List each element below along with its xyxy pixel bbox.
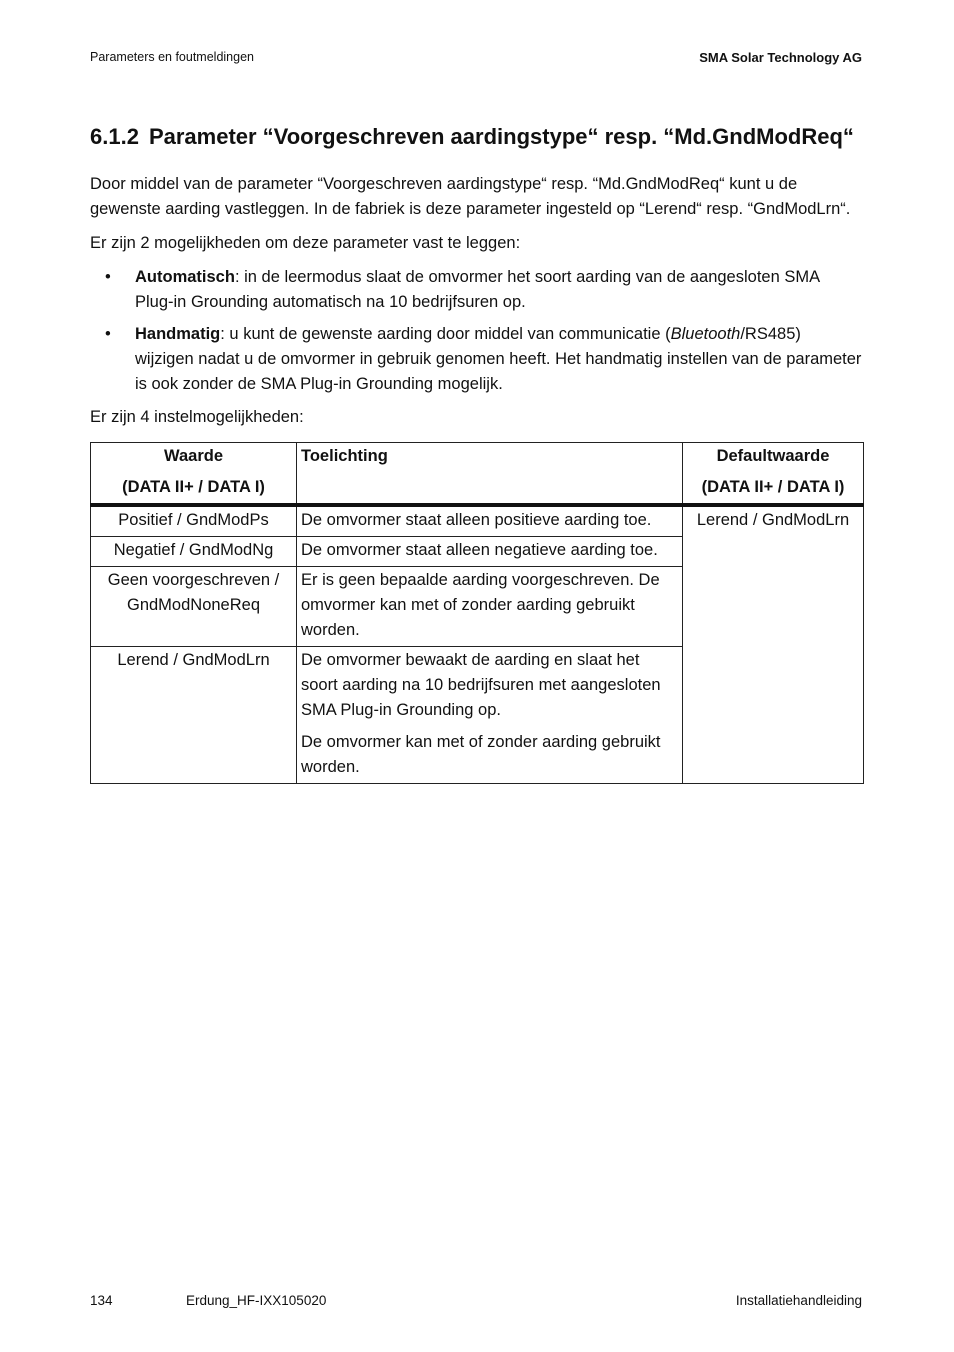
settings-table (90, 442, 864, 784)
option-description: : u kunt de gewenste aarding door middel van communicatie ( (220, 325, 671, 343)
section-heading (90, 122, 862, 152)
cell-description: De omvormer staat alleen positieve aarding toe. (297, 505, 683, 537)
intro-paragraph: Door middel van de parameter “Voorgeschreven aardingstype“ resp. “Md.GndModReq“ kunt u de gewenste aarding vastleggen. In de fabriek is deze parameter ingesteld op “Lerend“ resp. “GndModLrn“. (90, 175, 851, 218)
description-paragraph: De omvormer kan met of zonder aarding gebruikt worden. (301, 733, 661, 776)
header-toelichting: Toelichting (297, 443, 683, 506)
table-header-row (91, 443, 864, 506)
cell-description (297, 647, 683, 784)
cell-default: Lerend / GndModLrn (683, 505, 864, 784)
option-term: Automatisch (135, 268, 235, 286)
running-header-company: SMA Solar Technology AG (699, 50, 862, 65)
document-type: Installatiehandleiding (735, 1293, 862, 1308)
cell-value: Lerend / GndModLrn (91, 647, 297, 784)
cell-value: Negatief / GndModNg (91, 537, 297, 567)
section-number: 6.1.2 (90, 124, 139, 149)
bullet-glyph: • (105, 268, 111, 286)
option-italic-term: Bluetooth (670, 325, 741, 343)
description-paragraph: De omvormer bewaakt de aarding en slaat het soort aarding na 10 bedrijfsuren met aangesloten SMA Plug-in Grounding op. (301, 651, 661, 719)
cell-value: Geen voorgeschreven / GndModNoneReq (91, 567, 297, 647)
cell-description: Er is geen bepaalde aarding voorgeschreven. De omvormer kan met of zonder aarding gebruikt worden. (297, 567, 683, 647)
header-defaultwaarde: Defaultwaarde (DATA II+ / DATA I) (683, 443, 864, 506)
section-title: Parameter “Voorgeschreven aardingstype“ resp. “Md.GndModReq“ (148, 124, 854, 149)
option-term: Handmatig (135, 325, 221, 343)
main-content (90, 122, 862, 784)
running-header-section: Parameters en foutmeldingen (90, 50, 254, 64)
table-row (91, 505, 864, 537)
list-item-automatisch (90, 265, 862, 315)
bullet-glyph: • (105, 325, 111, 343)
list-item-handmatig (90, 322, 862, 397)
option-description-cont: /RS485) wijzigen nadat u de omvormer in gebruik genomen heeft. Het handmatig instellen van de parameter is ook zonder de SMA Plug-in Grounding mogelijk. (135, 325, 862, 393)
settings-intro: Er zijn 4 instelmogelijkheden: (90, 408, 304, 426)
cell-description: De omvormer staat alleen negatieve aarding toe. (297, 537, 683, 567)
document-code: Erdung_HF-IXX105020 (186, 1293, 327, 1308)
option-description: : in de leermodus slaat de omvormer het soort aarding van de aangesloten SMA Plug-in Grounding automatisch na 10 bedrijfsuren op. (135, 268, 820, 311)
header-waarde: Waarde (DATA II+ / DATA I) (91, 443, 297, 506)
options-list (90, 265, 862, 397)
cell-value: Positief / GndModPs (91, 505, 297, 537)
page-number: 134 (90, 1293, 113, 1308)
options-intro: Er zijn 2 mogelijkheden om deze parameter vast te leggen: (90, 234, 521, 252)
